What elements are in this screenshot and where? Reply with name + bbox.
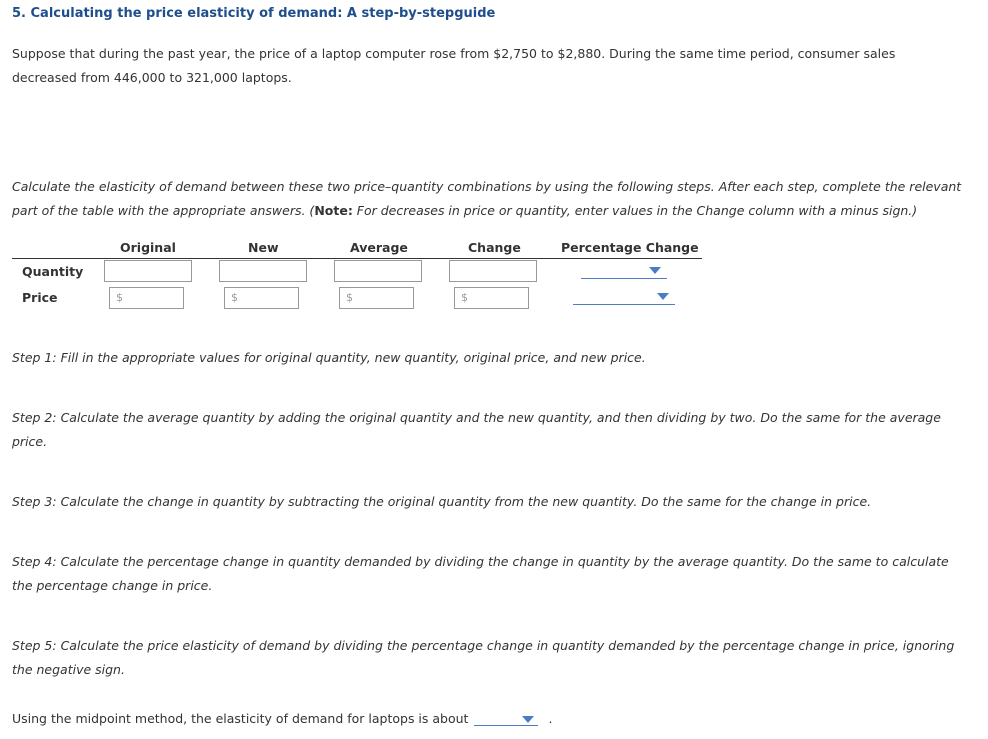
intro-line-1: Suppose that during the past year, the price of a laptop computer rose from $2,750 to $2,880. During the same time period, consumer sales: [12, 46, 896, 61]
price-average-input[interactable]: [356, 289, 409, 307]
step-4-line-1: Step 4: Calculate the percentage change in quantity demanded by dividing the change in quantity by the average quantity. Do the same to calculate: [12, 554, 949, 569]
instructions-line-2: [12, 199, 972, 223]
currency-symbol: $: [116, 291, 123, 304]
elasticity-dropdown[interactable]: [474, 711, 538, 726]
instructions-text: [12, 175, 972, 223]
quantity-change-input[interactable]: [449, 260, 537, 282]
price-original-input[interactable]: [126, 289, 179, 307]
intro-line-2: decreased from 446,000 to 321,000 laptops.: [12, 70, 292, 85]
header-change: Change: [468, 240, 521, 255]
elasticity-table: [12, 236, 702, 316]
step-1: Step 1: Fill in the appropriate values for original quantity, new quantity, original price, and new price.: [12, 350, 646, 365]
quantity-new-input[interactable]: [219, 260, 307, 282]
price-new-input[interactable]: [241, 289, 294, 307]
row-label-price: Price: [22, 290, 58, 305]
price-change-input[interactable]: [471, 289, 524, 307]
quantity-original-input[interactable]: [104, 260, 192, 282]
step-5-line-1: Step 5: Calculate the price elasticity of demand by dividing the percentage change in quantity demanded by the percentage change in price, ignoring: [12, 638, 955, 653]
step-2: [12, 406, 972, 454]
row-label-quantity: Quantity: [22, 264, 84, 279]
price-percentage-change-dropdown[interactable]: [573, 290, 675, 305]
price-new-field[interactable]: [224, 287, 299, 309]
currency-symbol: $: [461, 291, 468, 304]
step-2-line-1: Step 2: Calculate the average quantity by adding the original quantity and the new quantity, and then dividing by two. Do the same for the average: [12, 410, 941, 425]
header-average: Average: [350, 240, 408, 255]
price-change-field[interactable]: [454, 287, 529, 309]
instructions-line-2-post: For decreases in price or quantity, enter values in the Change column with a minus sign.): [352, 203, 918, 218]
step-5: [12, 634, 972, 682]
step-2-line-2: price.: [12, 434, 48, 449]
price-original-field[interactable]: [109, 287, 184, 309]
quantity-percentage-change-dropdown[interactable]: [581, 264, 667, 279]
step-4-line-2: the percentage change in price.: [12, 578, 213, 593]
step-5-line-2: the negative sign.: [12, 662, 125, 677]
conclusion: [12, 711, 552, 727]
instructions-line-2-pre: part of the table with the appropriate answers. (: [12, 203, 315, 218]
header-original: Original: [120, 240, 176, 255]
conclusion-period: .: [548, 711, 553, 726]
quantity-average-input[interactable]: [334, 260, 422, 282]
chevron-down-icon: [522, 716, 534, 723]
chevron-down-icon: [657, 293, 669, 300]
question-title: 5. Calculating the price elasticity of demand: A step-by-stepguide: [12, 6, 496, 21]
header-divider: [12, 258, 702, 259]
intro-text: [12, 42, 972, 90]
note-label: Note:: [314, 203, 353, 218]
instructions-line-1: Calculate the elasticity of demand between these two price–quantity combinations by using the following steps. After each step, complete the relevant: [12, 179, 962, 194]
step-3: Step 3: Calculate the change in quantity by subtracting the original quantity from the new quantity. Do the same for the change in price.: [12, 494, 872, 509]
price-average-field[interactable]: [339, 287, 414, 309]
header-percentage-change: Percentage Change: [561, 240, 699, 255]
currency-symbol: $: [346, 291, 353, 304]
currency-symbol: $: [231, 291, 238, 304]
header-new: New: [248, 240, 279, 255]
chevron-down-icon: [649, 267, 661, 274]
conclusion-text: Using the midpoint method, the elasticity of demand for laptops is about: [12, 711, 469, 726]
step-4: [12, 550, 972, 598]
